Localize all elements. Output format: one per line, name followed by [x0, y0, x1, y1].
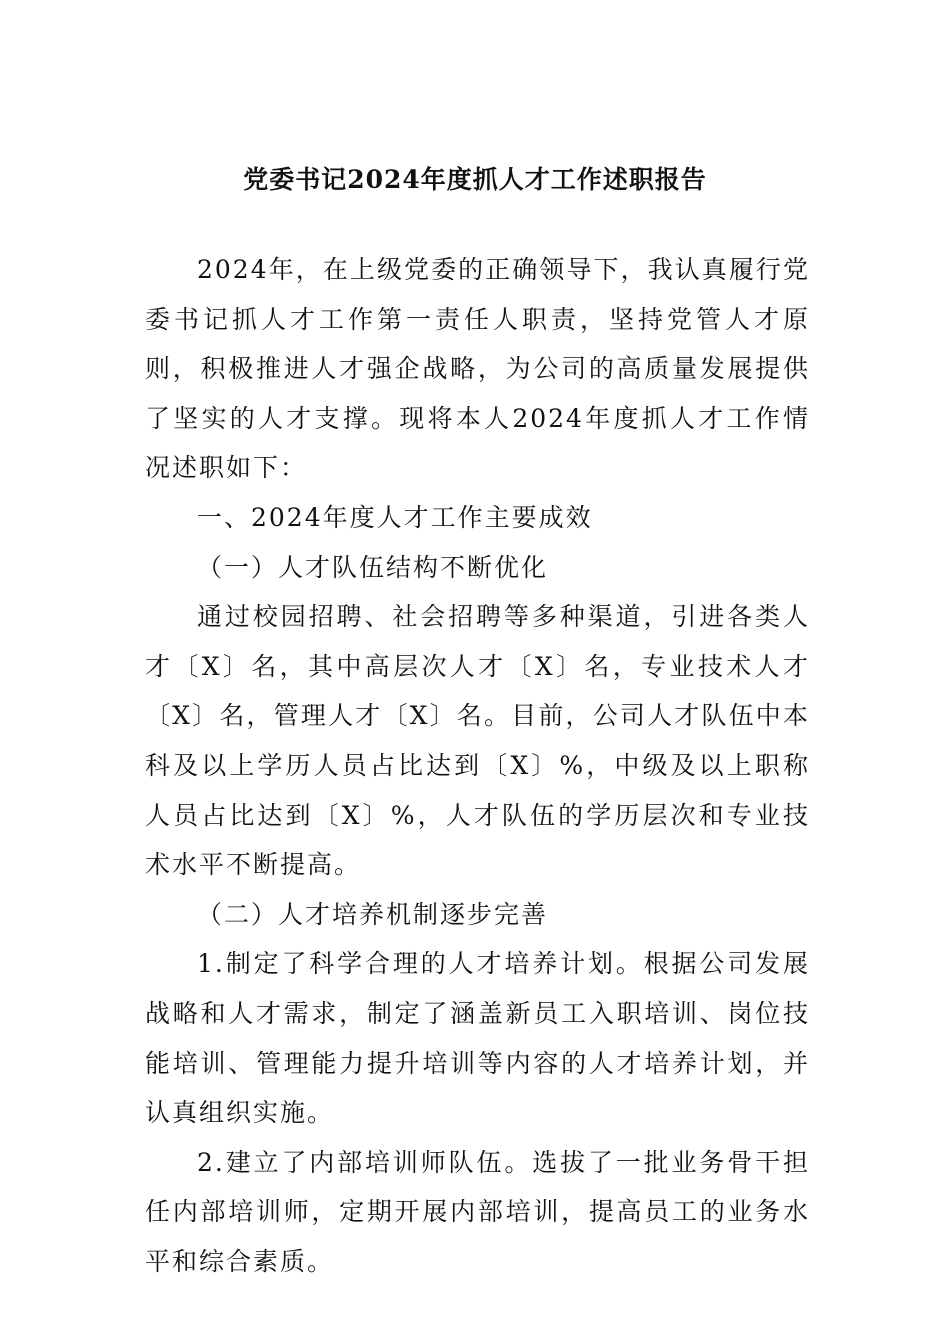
intro-paragraph: 2024年，在上级党委的正确领导下，我认真履行党委书记抓人才工作第一责任人职责，坚持党管人才原则，积极推进人才强企战略，为公司的高质量发展提供了坚实的人才支撑。现将本人2024年度抓人才工作情况述职如下：	[145, 255, 810, 483]
document-body	[145, 245, 810, 1286]
subsection-heading-1: （一）人才队伍结构不断优化	[197, 552, 549, 582]
body-paragraph: 通过校园招聘、社会招聘等多种渠道，引进各类人才〔X〕名，其中高层次人才〔X〕名，专业技术人才〔X〕名，管理人才〔X〕名。目前，公司人才队伍中本科及以上学历人员占比达到〔X〕%，中级及以上职称人员占比达到〔X〕%，人才队伍的学历层次和专业技术水平不断提高。	[145, 602, 810, 880]
subsection-heading-2: （二）人才培养机制逐步完善	[197, 899, 549, 929]
document-title: 党委书记2024年度抓人才工作述职报告	[243, 165, 707, 194]
body-paragraph: 1.制定了科学合理的人才培养计划。根据公司发展战略和人才需求，制定了涵盖新员工入职培训、岗位技能培训、管理能力提升培训等内容的人才培养计划，并认真组织实施。	[145, 949, 810, 1128]
body-paragraph: 2.建立了内部培训师队伍。选拔了一批业务骨干担任内部培训师，定期开展内部培训，提高员工的业务水平和综合素质。	[145, 1147, 810, 1276]
section-heading-1: 一、2024年度人才工作主要成效	[197, 502, 593, 532]
